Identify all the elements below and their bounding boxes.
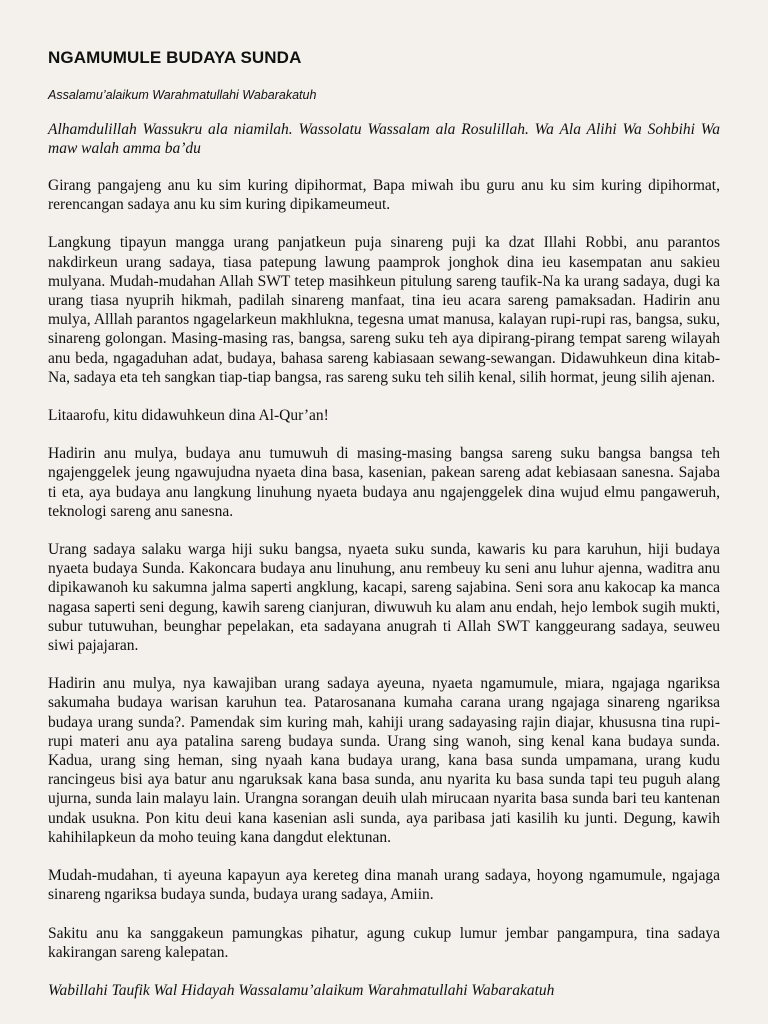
paragraph-greeting: Girang pangajeng anu ku sim kuring dipihormat, Bapa miwah ibu guru anu ku sim kuring dipihormat, rerencangan sadaya anu ku sim kuring dipikameumeut. (48, 177, 720, 214)
paragraph-quran-quote: Litaarofu, kitu didawuhkeun dina Al-Qur’an! (48, 407, 329, 425)
paragraph-hope: Mudah-mudahan, ti ayeuna kapayun aya kereteg dina manah urang sadaya, hoyong ngamumule, ngajaga sinareng ngariksa budaya sunda, budaya urang sadaya, Amiin. (48, 867, 720, 904)
opening-prayer: Alhamdulillah Wassukru ala niamilah. Wassolatu Wassalam ala Rosulillah. Wa Ala Alihi Wa Sohbihi Wa maw walah amma ba’du (48, 121, 720, 157)
paragraph-culture: Hadirin anu mulya, budaya anu tumuwuh di masing-masing bangsa sareng suku bangsa bangsa teh ngajenggelek jeung ngawujudna nyaeta dina basa, kasenian, pakean sareng adat kebiasaan sanesna. Sajaba ti eta, aya budaya anu langkung linuhung nyaeta budaya anu ngajenggelek dina wujud elmu pangaweruh, teknologi sareng anu sanesna. (48, 445, 720, 520)
paragraph-apology: Sakitu anu ka sanggakeun pamungkas pihatur, agung cukup lumur jembar pangampura, tina sadaya kakirangan sareng kalepatan. (48, 924, 720, 961)
paragraph-sundanese-heritage: Urang sadaya salaku warga hiji suku bangsa, nyaeta suku sunda, kawaris ku para karuhun, hiji budaya nyaeta budaya Sunda. Kakoncara budaya anu linuhung, anu rembeuy ku seni anu luhur ajenna, waditra anu dipikawanoh ku sakumna jalma saperti angklung, kacapi, sareng sajabina. Seni sora anu kakocap ka manca nagasa saperti seni degung, kawih sareng cianjuran, diwuwuh ku alam anu endah, hejo lembok sugih mukti, subur tutuwuhan, beunghar pepelakan, eta sadayana anugrah ti Allah SWT kanggeurang sadaya, seuweu siwi pajajaran. (48, 541, 720, 655)
document-title: NGAMUMULE BUDAYA SUNDA (48, 48, 302, 67)
closing-greeting: Wabillahi Taufik Wal Hidayah Wassalamu’alaikum Warahmatullahi Wabarakatuh (48, 981, 555, 999)
opening-greeting: Assalamu’alaikum Warahmatullahi Wabarakatuh (48, 88, 317, 102)
paragraph-obligation: Hadirin anu mulya, nya kawajiban urang sadaya ayeuna, nyaeta ngamumule, miara, ngajaga ngariksa sakumaha budaya warisan karuhun tea. Patarosanana kumaha carana urang ngajaga sinareng ngariksa budaya urang sunda?. Pamendak sim kuring mah, kahiji urang sadayasing rajin diajar, khususna tina rupi-rupi materi anu aya patalina sareng budaya sunda. Urang sing wanoh, sing kenal kana budaya sunda. Kadua, urang sing heman, sing nyaah kana budaya urang, kana basa sunda umpamana, urang kudu rancingeus bisi aya batur anu ngaruksak kana basa sunda, anu nyarita ku basa sunda tapi teu puguh alang ujurna, sunda lain malayu lain. Urangna sorangan deuih ulah mirucaan nyarita basa sunda bari teu kantenan undak usukna. Pon kitu deui kana kasenian asli sunda, aya paribasa jati kasilih ku junti. Degung, kawih kahihilapkeun da moho teuing kana dangdut elektunan. (48, 675, 720, 846)
paragraph-gratitude: Langkung tipayun mangga urang panjatkeun puja sinareng puji ka dzat Illahi Robbi, anu parantos nakdirkeun urang sadaya, tiasa patepung lawung paamprok jonghok dina ieu kasempatan anu sakieu mulyana. Mudah-mudahan Allah SWT tetep masihkeun pitulung sareng taufik-Na ka urang sadaya, dugi ka urang tiasa nyuprih hikmah, padilah sinareng manfaat, tina ieu acara sareng pamaksadan. Hadirin anu mulya, Alllah parantos ngagelarkeun makhlukna, tegesna umat manusa, kalayan rupi-rupi ras, bangsa, suku, sinareng golongan. Masing-masing ras, bangsa, sareng suku teh aya dipirang-pirang tempat sareng wilayah anu beda, ngagaduhan adat, budaya, bahasa sareng kabiasaan sewang-sewangan. Didawuhkeun dina kitab-Na, sadaya eta teh sangkan tiap-tiap bangsa, ras sareng suku teh silih kenal, silih hormat, jeung silih ajenan. (48, 234, 720, 386)
